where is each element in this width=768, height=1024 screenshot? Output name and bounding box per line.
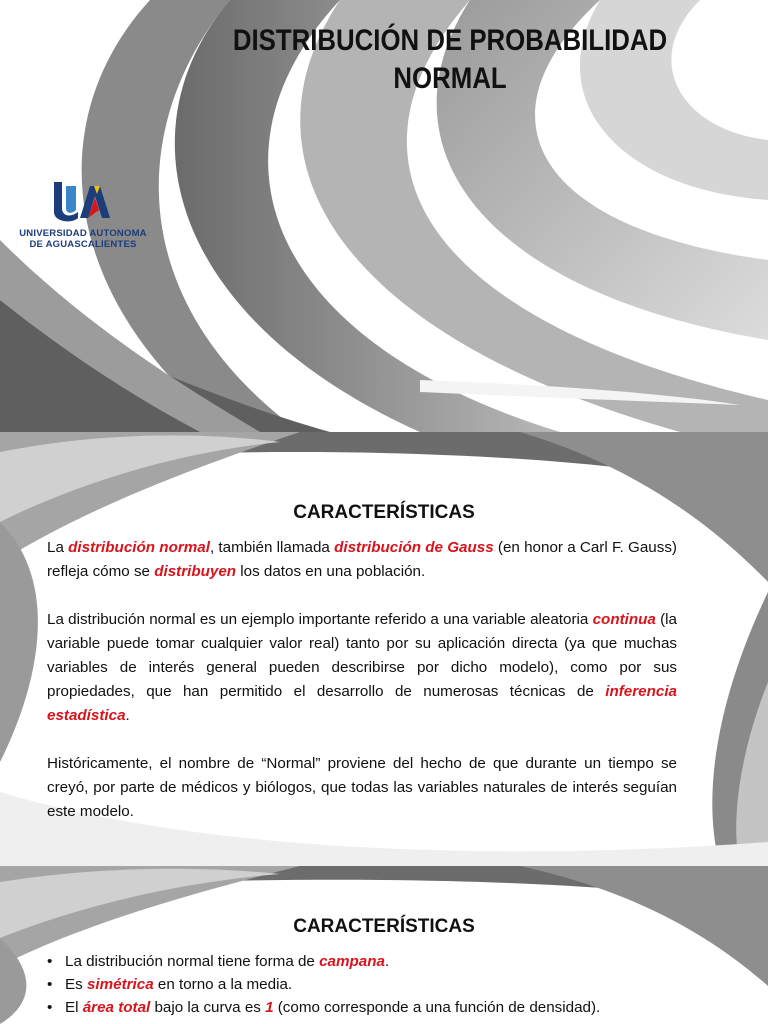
list-item — [47, 950, 737, 973]
text-run: . — [384, 953, 390, 970]
text-run: , también llamada — [209, 539, 335, 556]
characteristics-slide-1 — [0, 432, 768, 866]
text-run: bajo la curva es — [150, 999, 266, 1016]
text-run: los datos en una población. — [236, 563, 426, 580]
title-slide — [0, 0, 768, 432]
logo-line-2: DE AGUASCALIENTES — [29, 239, 137, 250]
text-run: en torno a la media. — [153, 976, 293, 993]
text-run: (la variable puede tomar cualquier valor real) tanto por su aplicación directa (ya que muchas variables de interés general pueden describirse por dicho modelo), como por sus propiedades, que han permitido el desarrollo de numerosas técnicas de — [47, 611, 677, 700]
highlight-term: inferencia estadística — [47, 683, 677, 724]
paragraph-1 — [47, 536, 677, 584]
list-item — [47, 973, 737, 996]
university-logo — [8, 178, 158, 254]
highlight-term: 1 — [265, 999, 274, 1016]
slide-heading: CARACTERÍSTICAS — [293, 502, 475, 523]
title-line-2: NORMAL — [393, 62, 507, 95]
text-run: Es — [65, 976, 87, 993]
paragraph-3: Históricamente, el nombre de “Normal” proviene del hecho de que durante un tiempo se creyó, por parte de médicos y biólogos, que todas las variables naturales de interés seguían este modelo. — [47, 755, 677, 820]
highlight-term: campana — [319, 953, 385, 970]
text-run: (como corresponde a una función de densidad). — [273, 999, 601, 1016]
logo-wordmark — [8, 228, 158, 250]
text-run: El — [65, 999, 83, 1016]
text-run: La distribución normal tiene forma de — [65, 953, 320, 970]
text-run: (en honor a Carl F. Gauss) refleja cómo se — [47, 539, 677, 580]
text-run: . — [125, 707, 130, 724]
text-run: La distribución normal es un ejemplo importante referido a una variable aleatoria — [47, 611, 593, 628]
logo-line-1: UNIVERSIDAD AUTONOMA — [19, 228, 147, 239]
bullet-list — [47, 950, 737, 1019]
paragraph-2 — [47, 608, 677, 728]
text-run: La — [47, 539, 69, 556]
uaa-emblem-icon — [50, 178, 116, 226]
highlight-term: simétrica — [86, 976, 154, 993]
highlight-term: distribución normal — [68, 539, 210, 556]
highlight-term: área total — [82, 999, 151, 1016]
characteristics-slide-2 — [0, 866, 768, 1024]
slide-body — [47, 536, 677, 848]
highlight-term: distribuyen — [154, 563, 237, 580]
slide-title — [201, 22, 700, 98]
title-line-1: DISTRIBUCIÓN DE PROBABILIDAD — [232, 24, 668, 57]
list-item — [47, 996, 737, 1019]
highlight-term: distribución de Gauss — [334, 539, 494, 556]
slide-heading: CARACTERÍSTICAS — [293, 916, 475, 937]
highlight-term: continua — [592, 611, 656, 628]
